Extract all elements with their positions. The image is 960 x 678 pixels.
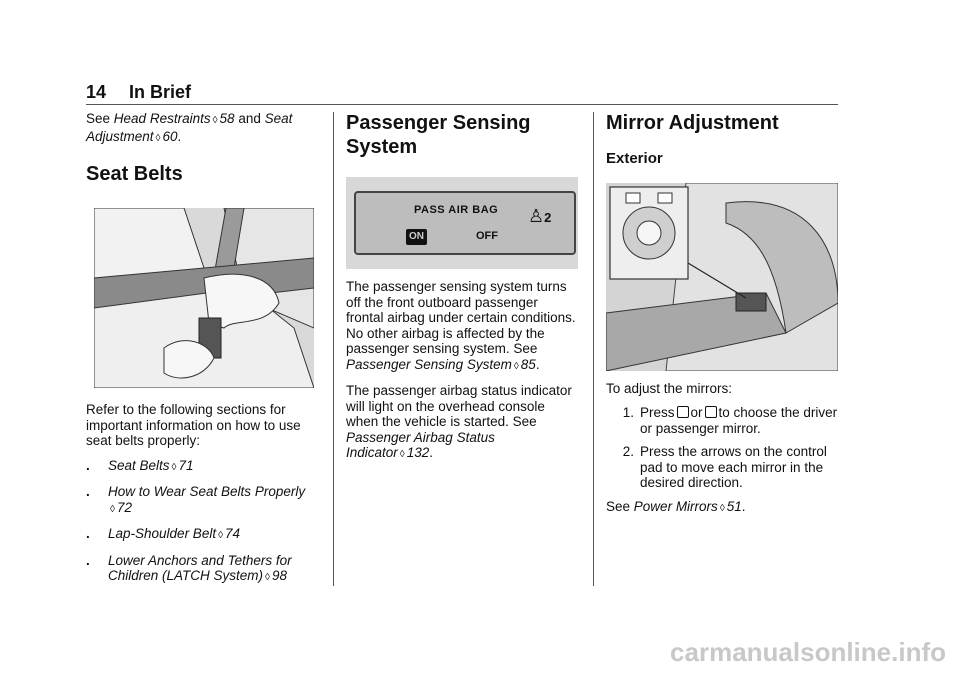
left-mirror-button-icon (677, 406, 689, 418)
watermark: carmanualsonline.info (670, 637, 946, 667)
page-ref-icon: ◊ (719, 502, 725, 514)
page-ref-icon: ◊ (399, 449, 405, 460)
page-ref-icon: ◊ (110, 503, 115, 515)
mirror-adjustment-heading: Mirror Adjustment (606, 112, 779, 134)
section-title: In Brief (129, 82, 192, 102)
right-mirror-button-icon (705, 406, 717, 418)
column-1 (86, 111, 322, 595)
airbag-status-link[interactable]: Passenger Airbag Status Indicator (346, 429, 495, 460)
page-number: 14 (86, 82, 107, 102)
list-item: . How to Wear Seat Belts Properly ◊ 72 (86, 484, 306, 515)
off-indicator: OFF (476, 230, 498, 242)
reference-link[interactable]: Seat Belts (108, 457, 170, 473)
column-2 (346, 111, 578, 472)
page-ref-icon: ◊ (513, 360, 519, 372)
list-item: 1. Press or to choose the driver or passenger mirror. (622, 405, 838, 436)
list-item: . Seat Belts ◊ 71 (86, 457, 194, 473)
on-indicator: ON (406, 229, 427, 245)
page-ref-icon: ◊ (265, 572, 270, 583)
page-ref-icon: ◊ (218, 530, 224, 541)
page-ref-icon: ◊ (155, 132, 161, 144)
page-ref-icon: ◊ (171, 461, 177, 473)
page-ref-icon: ◊ (212, 115, 218, 126)
list-item: . Lap-Shoulder Belt ◊ 74 (86, 526, 241, 541)
exterior-subheading: Exterior (606, 150, 663, 167)
pass-air-bag-label: PASS AIR BAG (414, 204, 499, 216)
column-divider (593, 112, 594, 586)
passenger-sensing-paragraph-2: The passenger airbag status indicator will light on the overhead console when the vehicle is started. See Passenger Airbag Status Indicator ◊ 132. (346, 383, 572, 460)
reference-link[interactable]: Lower Anchors and Tethers for Children (LATCH System) (108, 552, 292, 583)
mirror-see-also: See Power Mirrors ◊ 51. (606, 498, 746, 514)
passenger-airbag-icon: ♙2 (528, 206, 552, 226)
seat-belt-illustration (94, 208, 314, 388)
head-restraints-link[interactable]: Head Restraints (113, 111, 211, 126)
page-header (86, 82, 191, 103)
reference-link[interactable]: How to Wear Seat Belts Properly (108, 484, 306, 499)
column-3 (606, 111, 838, 525)
passenger-sensing-link[interactable]: Passenger Sensing System (346, 356, 512, 372)
seat-belts-body: Refer to the following sections for important information on how to use seat belts properly: (86, 402, 301, 448)
list-item: 2. Press the arrows on the control pad to move each mirror in the desired direction. (622, 444, 827, 490)
intro-paragraph: See Head Restraints ◊ 58 and Seat Adjustment ◊ 60. (86, 111, 293, 144)
seat-adjustment-link[interactable]: Seat Adjustment (86, 111, 293, 144)
power-mirrors-link[interactable]: Power Mirrors (633, 498, 718, 514)
mirror-intro: To adjust the mirrors: (606, 380, 733, 396)
passenger-sensing-heading: Passenger Sensing System (346, 112, 531, 158)
seat-belts-heading: Seat Belts (86, 163, 183, 185)
column-divider (333, 112, 334, 586)
mirror-control-illustration (606, 183, 838, 371)
airbag-indicator-figure (346, 177, 578, 269)
passenger-sensing-paragraph-1: The passenger sensing system turns off the front outboard passenger frontal airbag under certain conditions. No other airbag is affected by the passenger sensing system. See Passenger Sensing System ◊ 85. (346, 279, 576, 372)
list-item: . Lower Anchors and Tethers for Children (LATCH System) ◊ 98 (86, 552, 292, 583)
header-rule (86, 104, 838, 105)
reference-link[interactable]: Lap-Shoulder Belt (108, 526, 217, 541)
